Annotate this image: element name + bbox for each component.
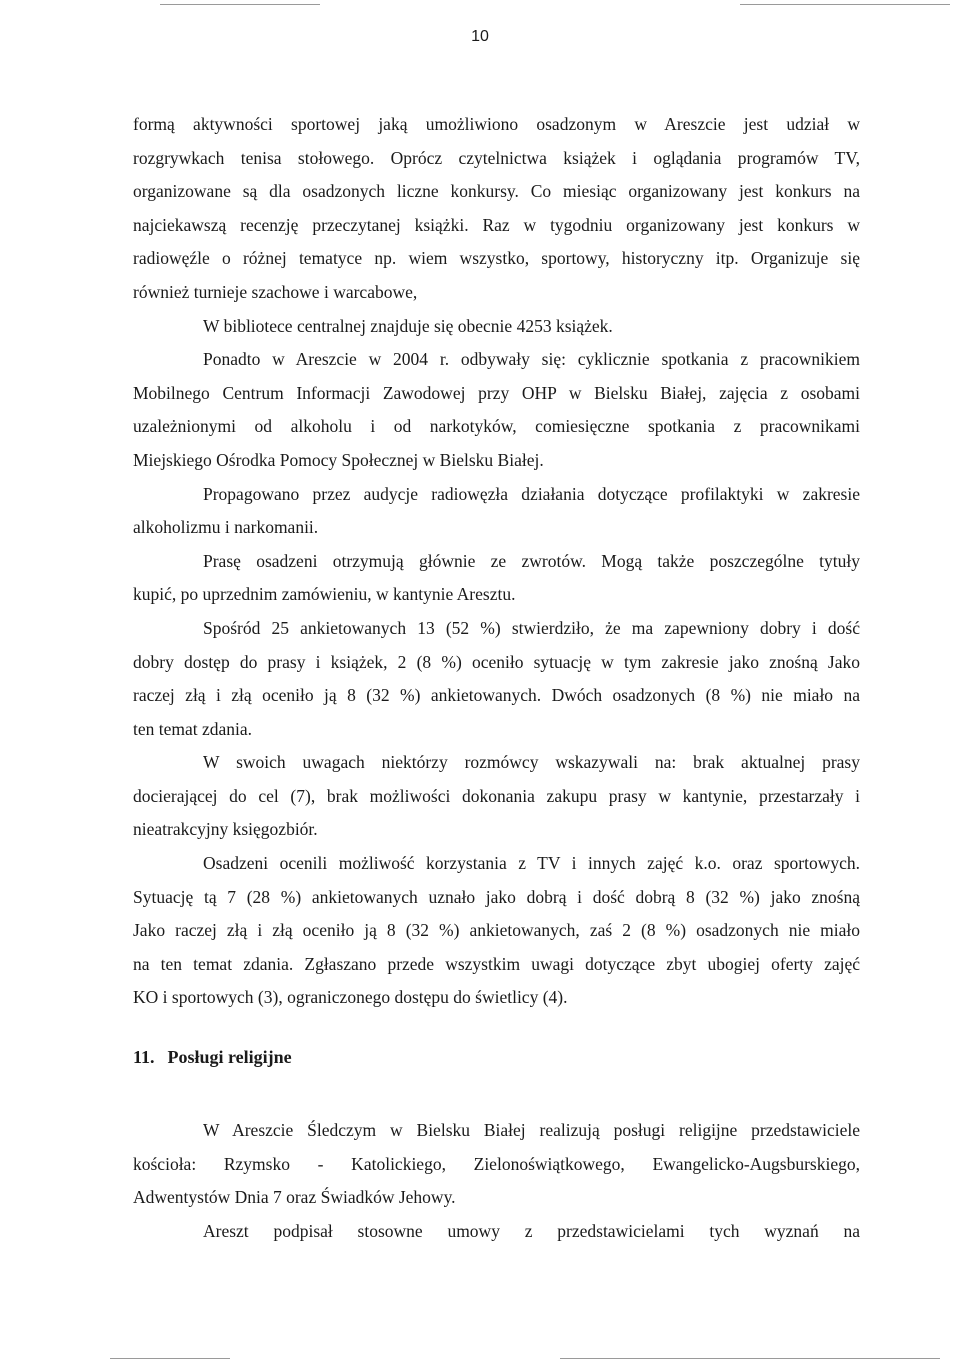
text-line: Prasę osadzeni otrzymują głównie ze zwrotów. Mogą także poszczególne tytuły — [203, 550, 860, 571]
text-line: Jako raczej złą i złą oceniło ją 8 (32 %) ankietowanych, zaś 2 (8 %) osadzonych nie miało — [133, 920, 860, 941]
text-line: Sytuację tą 7 (28 %) ankietowanych uznało jako dobrą i dość dobrą 8 (32 %) jako znośną — [133, 886, 860, 907]
paragraph-press — [133, 545, 860, 612]
text-line: alkoholizmu i narkomanii. — [133, 517, 319, 538]
text-line: Mobilnego Centrum Informacji Zawodowej przy OHP w Bielsku Białej, zajęcia z osobami — [133, 382, 860, 403]
text-line: Spośród 25 ankietowanych 13 (52 %) stwierdziło, że ma zapewniony dobry i dość — [203, 617, 860, 638]
text-line: najciekawszą recenzję przeczytanej książki. Raz w tygodniu organizowany jest konkurs w — [133, 214, 860, 235]
text-line: W bibliotece centralnej znajduje się obecnie 4253 książek. — [203, 315, 613, 336]
text-line: Areszt podpisał stosowne umowy z przedstawicielami tych wyznań na — [203, 1220, 860, 1241]
text-line: kościoła: Rzymsko - Katolickiego, Zielonoświątkowego, Ewangelicko-Augsburskiego, — [133, 1153, 860, 1174]
paragraph-remarks — [133, 746, 860, 847]
scan-edge-bottom — [560, 1358, 940, 1359]
spacer — [133, 1015, 860, 1040]
text-line: kupić, po uprzednim zamówieniu, w kantynie Aresztu. — [133, 584, 516, 605]
paragraph-activities — [133, 108, 860, 310]
text-line: Ponadto w Areszcie w 2004 r. odbywały się: cyklicznie spotkania z pracownikiem — [203, 349, 860, 370]
text-line: również turnieje szachowe i warcabowe, — [133, 281, 418, 302]
paragraph-religious-services — [133, 1114, 860, 1215]
text-line: Miejskiego Ośrodka Pomocy Społecznej w Bielsku Białej. — [133, 449, 544, 470]
text-line: docierającej do cel (7), brak możliwości dokonania zakupu prasy w kantynie, przestarzały i — [133, 785, 860, 806]
text-line: na ten temat zdania. Zgłaszano przede wszystkim uwagi dotyczące zbyt ubogiej oferty zajęć — [133, 953, 860, 974]
text-line: W Areszcie Śledczym w Bielsku Białej realizują posługi religijne przedstawiciele — [203, 1120, 860, 1141]
paragraph-survey-press — [133, 612, 860, 746]
text-line: dobry dostęp do prasy i książek, 2 (8 %) oceniło sytuację w tym zakresie jako znośną Jako — [133, 651, 860, 672]
text-line: uzależnionymi od alkoholu i od narkotyków, comiesięczne spotkania z pracownikami — [133, 416, 860, 437]
paragraph-library — [133, 310, 860, 344]
paragraph-agreements — [133, 1215, 860, 1249]
spacer — [133, 1074, 860, 1114]
text-line: nieatrakcyjny księgozbiór. — [133, 819, 318, 840]
text-line: rozgrywkach tenisa stołowego. Oprócz czytelnictwa książek i oglądania programów TV, — [133, 147, 860, 168]
text-line: Osadzeni ocenili możliwość korzystania z TV i innych zajęć k.o. oraz sportowych. — [203, 853, 860, 874]
section-number: 11. — [133, 1047, 155, 1068]
text-line: radiowęźle o różnej tematyce np. wiem wszystko, sportowy, historyczny itp. Organizuje się — [133, 248, 860, 269]
text-line: raczej złą i złą oceniło ją 8 (32 %) ankietowanych. Dwóch osadzonych (8 %) nie miało na — [133, 685, 860, 706]
text-line: KO i sportowych (3), ograniczonego dostępu do świetlicy (4). — [133, 987, 568, 1008]
paragraph-survey-tv — [133, 847, 860, 1015]
text-line: organizowane są dla osadzonych liczne konkursy. Co miesiąc organizowany jest konkurs na — [133, 181, 860, 202]
document-body — [133, 108, 860, 1248]
scan-edge-top — [740, 4, 950, 5]
paragraph-meetings — [133, 343, 860, 477]
text-line: W swoich uwagach niektórzy rozmówcy wskazywali na: brak aktualnej prasy — [203, 752, 860, 773]
scan-edge-bottom — [110, 1358, 230, 1359]
paragraph-prevention — [133, 478, 860, 545]
section-heading — [133, 1040, 860, 1074]
text-line: Propagowano przez audycje radiowęzła działania dotyczące profilaktyki w zakresie — [203, 483, 860, 504]
scan-edge-top — [160, 4, 320, 5]
section-title: Posługi religijne — [167, 1047, 292, 1068]
page-number: 10 — [471, 28, 489, 45]
text-line: formą aktywności sportowej jaką umożliwiono osadzonym w Areszcie jest udział w — [133, 114, 860, 134]
text-line: ten temat zdania. — [133, 718, 253, 739]
text-line: Adwentystów Dnia 7 oraz Świadków Jehowy. — [133, 1187, 456, 1208]
